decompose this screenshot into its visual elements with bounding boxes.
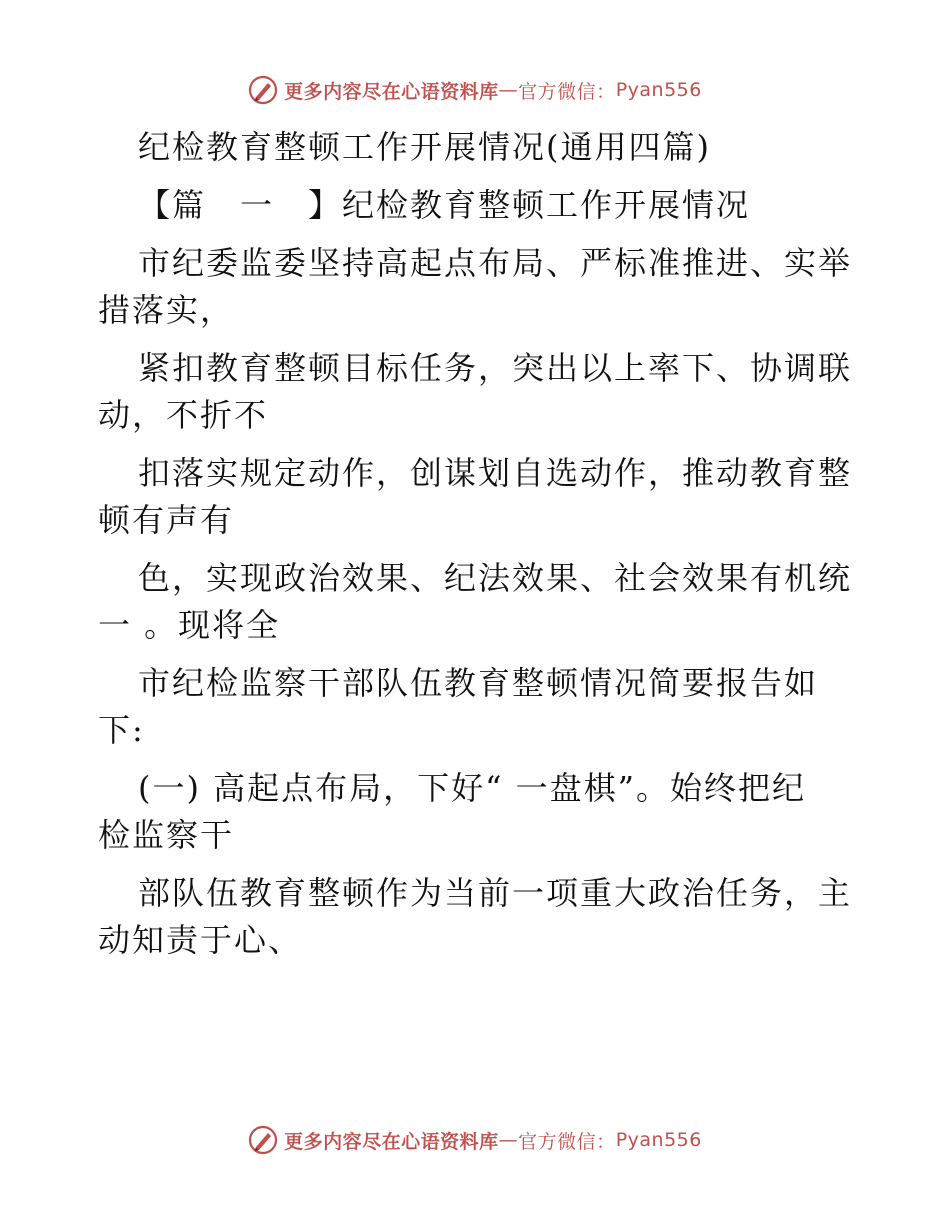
pen-logo-icon [248, 75, 278, 105]
body-line: 色，实现政治效果、纪法效果、社会效果有机统 [138, 559, 853, 597]
pen-logo-icon [248, 1125, 278, 1155]
footer-separator: — [498, 1129, 519, 1151]
header-separator: — [498, 79, 519, 101]
body-line: 措落实， [98, 291, 235, 329]
body-line: 下: [98, 711, 145, 749]
document-title: 纪检教育整顿工作开展情况(通用四篇) [138, 128, 711, 166]
body-line: 一 。现将全 [98, 606, 281, 644]
body-line: 部队伍教育整顿作为当前一项重大政治任务，主 [138, 874, 853, 912]
footer-wechat-id: Pyan556 [615, 1129, 702, 1151]
body-line: 检监察干 [98, 816, 235, 854]
header-banner [0, 70, 950, 110]
body-line: 紧扣教育整顿目标任务，突出以上率下、协调联 [138, 349, 853, 387]
header-brand: 更多内容尽在心语资料库 [284, 80, 499, 103]
body-line: (一) 高起点布局，下好“ 一盘棋”。始终把纪 [138, 769, 807, 807]
footer-wechat-label: 官方微信： [518, 1130, 616, 1153]
body-line: 扣落实规定动作，创谋划自选动作，推动教育整 [138, 454, 853, 492]
body-line: 市纪委监委坚持高起点布局、严标准推进、实举 [138, 244, 853, 282]
body-line: 顿有声有 [98, 501, 235, 539]
section-heading: 【篇 一 】纪检教育整顿工作开展情况 [138, 186, 751, 224]
body-line: 市纪检监察干部队伍教育整顿情况简要报告如 [138, 664, 819, 702]
footer-banner [0, 1120, 950, 1160]
body-line: 动知责于心、 [98, 921, 303, 959]
document-body [98, 124, 858, 964]
body-line: 动，不折不 [98, 396, 269, 434]
footer-brand: 更多内容尽在心语资料库 [284, 1130, 499, 1153]
header-wechat-id: Pyan556 [615, 79, 702, 101]
header-wechat-label: 官方微信： [518, 80, 616, 103]
